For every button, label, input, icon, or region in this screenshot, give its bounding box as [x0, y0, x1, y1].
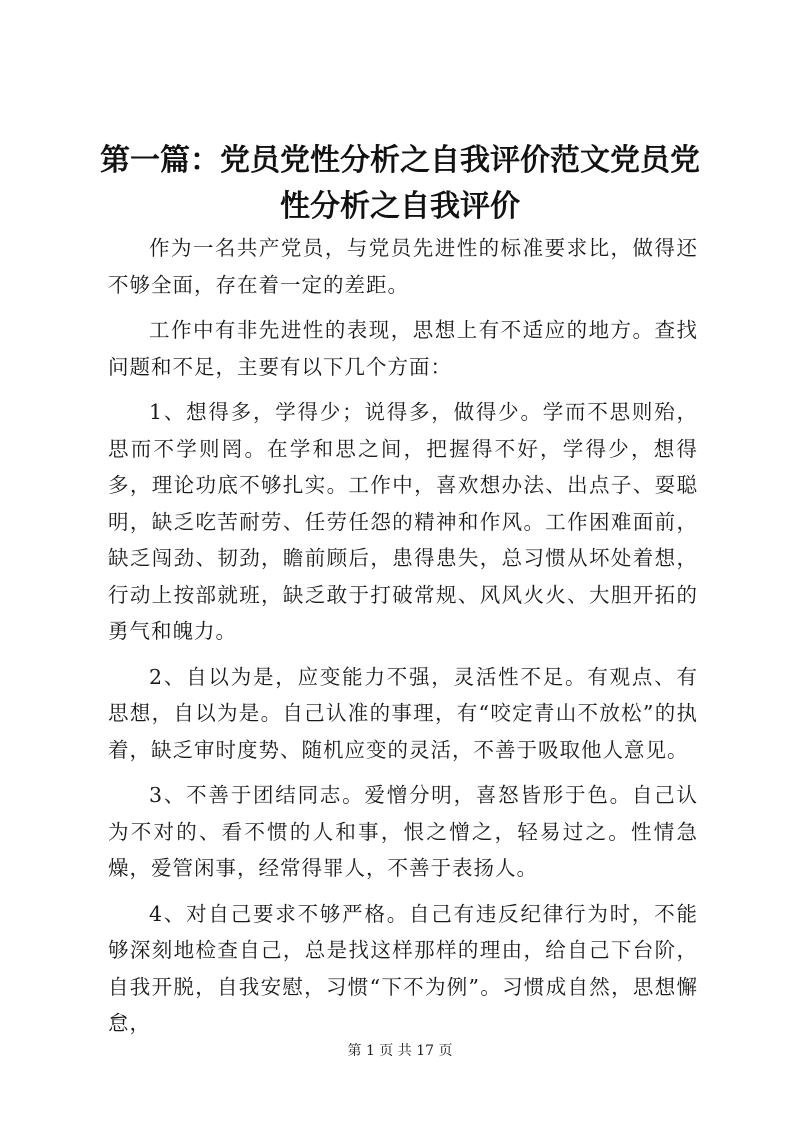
- paragraph: 4、对自己要求不够严格。自己有违反纪律行为时，不能够深刻地检查自己，总是找这样那样的理由，给自己下台阶，自我开脱，自我安慰，习惯“下不为例”。习惯成自然，思想懈怠，: [108, 901, 698, 1035]
- page-footer: 第 1 页 共 17 页: [347, 1043, 453, 1059]
- paragraph: 3、不善于团结同志。爱憎分明，喜怒皆形于色。自己认为不对的、看不惯的人和事，恨之憎之，轻易过之。性情急燥，爱管闲事，经常得罪人，不善于表扬人。: [108, 783, 698, 880]
- paragraph: 1、想得多，学得少；说得多，做得少。学而不思则殆，思而不学则罔。在学和思之间，把握得不好，学得少，想得多，理论功底不够扎实。工作中，喜欢想办法、出点子、耍聪明，缺乏吃苦耐劳、任劳任怨的精神和作风。工作困难面前，缺乏闯劲、韧劲，瞻前顾后，患得患失，总习惯从坏处着想，行动上按部就班，缺乏敢于打破常规、风风火火、大胆开拓的勇气和魄力。: [108, 400, 698, 643]
- paragraph: 2、自以为是，应变能力不强，灵活性不足。有观点、有思想，自以为是。自己认准的事理，有“咬定青山不放松”的执着，缺乏审时度势、随机应变的灵活，不善于吸取他人意见。: [108, 664, 698, 762]
- paragraph: 作为一名共产党员，与党员先进性的标准要求比，做得还不够全面，存在着一定的差距。: [108, 236, 698, 297]
- document-title: 第一篇：党员党性分析之自我评价范文党员党性分析之自我评价: [100, 143, 700, 224]
- paragraph: 工作中有非先进性的表现，思想上有不适应的地方。查找问题和不足，主要有以下几个方面：: [108, 318, 698, 379]
- document-body: [108, 230, 698, 1051]
